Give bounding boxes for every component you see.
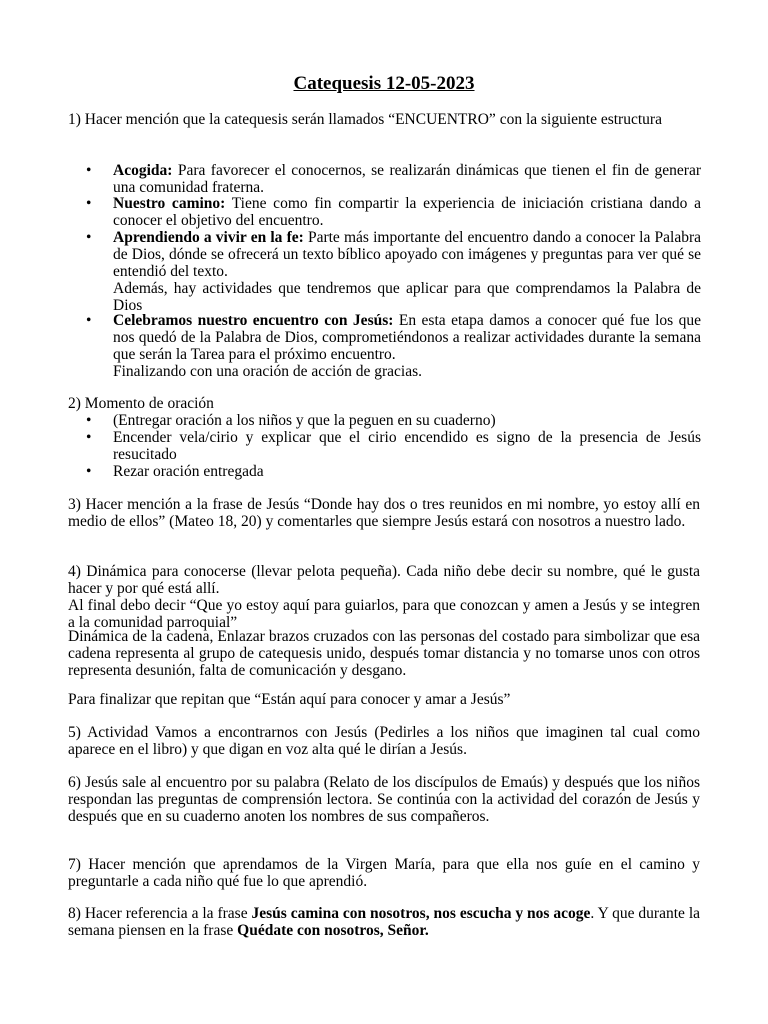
- paragraph-6: 6) Jesús sale al encuentro por su palabra (Relato de los discípulos de Emaús) y después que los niños respondan las preguntas de comprensión lectora. Se continúa con la actividad del corazón de Jesús y después que en su cuaderno anoten los nombres de sus compañeros.: [68, 774, 700, 825]
- bullet-extra-text: Finalizando con una oración de acción de gracias.: [113, 363, 423, 380]
- bullet-aprendiendo: [86, 229, 701, 314]
- bullet-rezar: [86, 463, 701, 480]
- bullet-entregar: [86, 412, 701, 429]
- paragraph-4c: Dinámica de la cadena, Enlazar brazos cruzados con las personas del costado para simbolizar que esa cadena representa al grupo de catequesis unido, después tomar distancia y no tomarse unos con otros representa desunión, falta de comunicación y desgano.: [68, 628, 700, 679]
- bullet-text: Encender vela/cirio y explicar que el cirio encendido es signo de la presencia de Jesús resucitado: [113, 429, 701, 463]
- paragraph-4a: 4) Dinámica para conocerse (llevar pelota pequeña). Cada niño debe decir su nombre, qué le gusta hacer y por qué está allí.: [68, 563, 700, 597]
- bullet-heading: Aprendiendo a vivir en la fe:: [113, 229, 304, 246]
- bullet-encender: [86, 429, 701, 463]
- bullet-text: Tiene como fin compartir la experiencia de iniciación cristiana dando a conocer el objetivo del encuentro.: [113, 195, 701, 229]
- bullet-glyph: •: [86, 312, 92, 329]
- bullet-glyph: •: [86, 463, 92, 480]
- bullet-celebramos: [86, 312, 701, 380]
- bullet-nuestro-camino: [86, 195, 701, 229]
- bullet-heading: Acogida:: [113, 162, 173, 179]
- paragraph-8-text-mid: . Y que durante la semana piensen en la frase: [68, 905, 701, 939]
- bullet-heading: Celebramos nuestro encuentro con Jesús:: [113, 312, 394, 329]
- bullet-glyph: •: [86, 412, 92, 429]
- bullet-glyph: •: [86, 429, 92, 446]
- paragraph-8: [68, 905, 700, 939]
- paragraph-1: 1) Hacer mención que la catequesis serán llamados “ENCUENTRO” con la siguiente estructura: [68, 111, 662, 128]
- paragraph-8-bold-phrase-2: Quédate con nosotros, Señor.: [237, 922, 429, 939]
- bullet-extra-text: Además, hay actividades que tendremos que aplicar para que comprendamos la Palabra de Dios: [113, 280, 701, 314]
- bullet-text: Rezar oración entregada: [113, 463, 264, 480]
- paragraph-7: 7) Hacer mención que aprendamos de la Virgen María, para que ella nos guíe en el camino y preguntarle a cada niño qué fue lo que aprendió.: [68, 856, 700, 890]
- bullet-text: Para favorecer el conocernos, se realizarán dinámicas que tienen el fin de generar una comunidad fraterna.: [113, 162, 701, 196]
- bullet-text: (Entregar oración a los niños y que la peguen en su cuaderno): [113, 412, 496, 429]
- paragraph-3: 3) Hacer mención a la frase de Jesús “Donde hay dos o tres reunidos en mi nombre, yo estoy allí en medio de ellos” (Mateo 18, 20) y comentarles que siempre Jesús estará con nosotros a nuestro lado.: [68, 496, 700, 530]
- bullet-glyph: •: [86, 162, 92, 179]
- paragraph-4d: Para finalizar que repitan que “Están aquí para conocer y amar a Jesús”: [68, 691, 511, 708]
- bullet-text: En esta etapa damos a conocer qué fue los que nos quedó de la Palabra de Dios, comprometiéndonos a realizar actividades durante la semana que serán la Tarea para el próximo encuentro.: [113, 312, 701, 363]
- paragraph-2: 2) Momento de oración: [68, 395, 214, 412]
- paragraph-4b: Al final debo decir “Que yo estoy aquí para guiarlos, para que conozcan y amen a Jesús y se integren a la comunidad parroquial”: [68, 597, 700, 631]
- bullet-text: Parte más importante del encuentro dando a conocer la Palabra de Dios, dónde se ofrecerá un texto bíblico apoyado con imágenes y preguntas para ver qué se entendió del texto.: [113, 229, 701, 280]
- paragraph-8-text: 8) Hacer referencia a la frase: [68, 905, 252, 922]
- bullet-acogida: [86, 162, 701, 196]
- paragraph-5: 5) Actividad Vamos a encontrarnos con Jesús (Pedirles a los niños que imaginen tal cual como aparece en el libro) y que digan en voz alta qué le dirían a Jesús.: [68, 724, 700, 758]
- paragraph-8-bold-phrase-1: Jesús camina con nosotros, nos escucha y nos acoge: [251, 905, 591, 922]
- bullet-glyph: •: [86, 195, 92, 212]
- document-title: Catequesis 12-05-2023: [293, 73, 475, 94]
- bullet-heading: Nuestro camino:: [113, 195, 226, 212]
- bullet-glyph: •: [86, 229, 92, 246]
